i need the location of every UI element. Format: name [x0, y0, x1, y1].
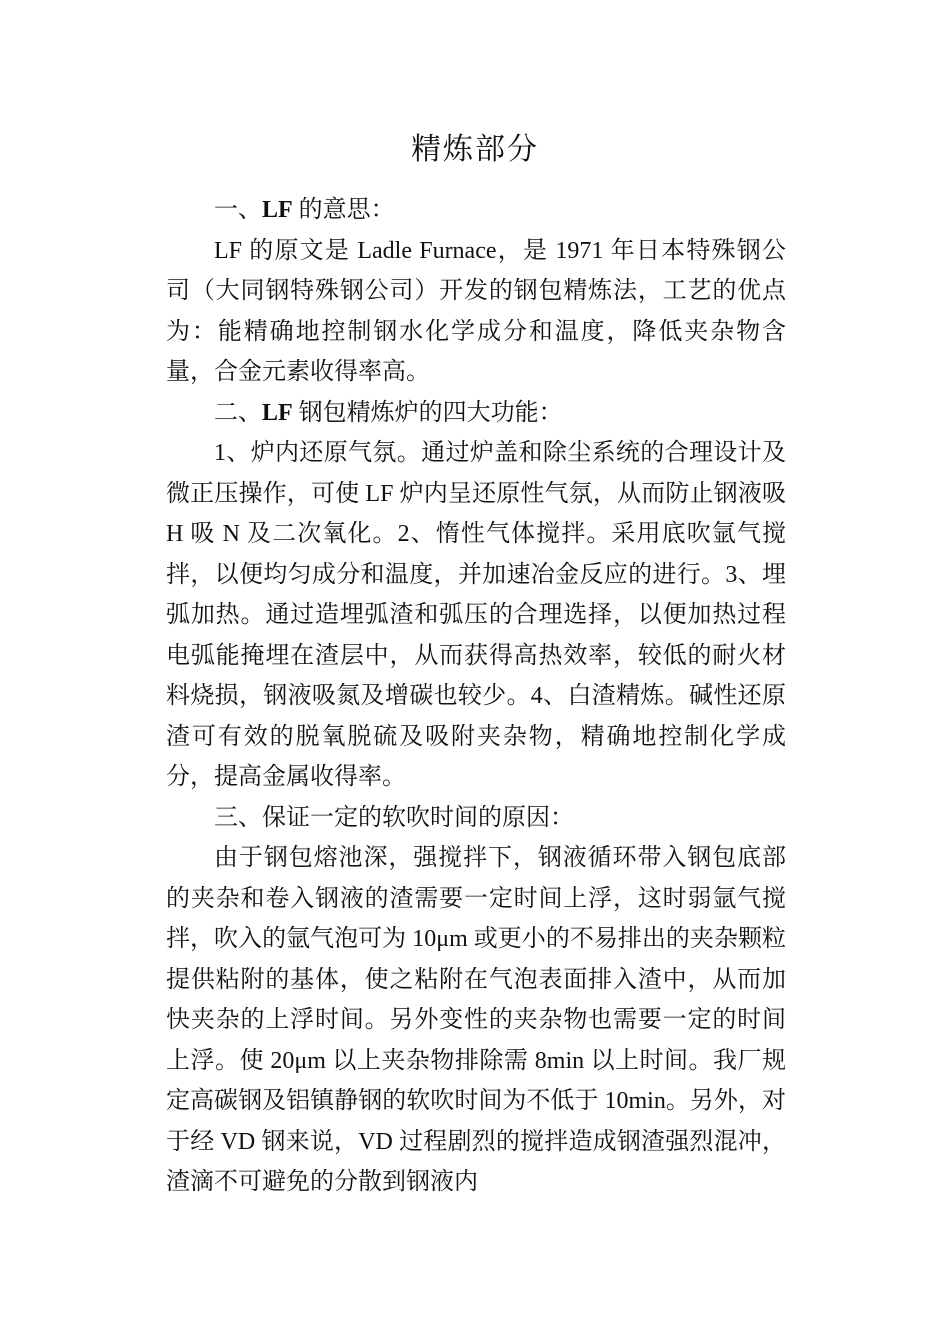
section-heading-1	[166, 190, 786, 231]
page-title: 精炼部分	[411, 133, 539, 166]
section-heading-2	[166, 393, 786, 434]
paragraph-soft-blow-reason: 由于钢包熔池深，强搅拌下，钢液循环带入钢包底部的夹杂和卷入钢液的渣需要一定时间上浮，这时弱氩气搅拌，吹入的氩气泡可为 10μm 或更小的不易排出的夹杂颗粒提供粘附的基体，使之粘附在气泡表面排入渣中，从而加快夹杂的上浮时间。另外变性的夹杂物也需要一定的时间上浮。使 20μm 以上夹杂物排除需 8min 以上时间。我厂规定高碳钢及铝镇静钢的软吹时间为不低于 10min。另外，对于经 VD 钢来说，VD 过程剧烈的搅拌造成钢渣强烈混冲，渣滴不可避免的分散到钢液内	[166, 845, 786, 1195]
section-heading-2-bold: LF	[262, 399, 293, 426]
section-heading-2-prefix: 二、	[214, 399, 262, 426]
paragraph-lf-meaning: LF 的原文是 Ladle Furnace，是 1971 年日本特殊钢公司（大同钢特殊钢公司）开发的钢包精炼法，工艺的优点为：能精确地控制钢水化学成分和温度，降低夹杂物含量，合金元素收得率高。	[166, 237, 786, 385]
paragraph-four-functions: 1、炉内还原气氛。通过炉盖和除尘系统的合理设计及微正压操作，可使 LF 炉内呈还原性气氛，从而防止钢液吸 H 吸 N 及二次氧化。2、惰性气体搅拌。采用底吹氩气搅拌，以便均匀成分和温度，并加速冶金反应的进行。3、埋弧加热。通过造埋弧渣和弧压的合理选择，以便加热过程电弧能掩埋在渣层中，从而获得高热效率，较低的耐火材料烧损，钢液吸氮及增碳也较少。4、白渣精炼。碱性还原渣可有效的脱氧脱硫及吸附夹杂物，精确地控制化学成分，提高金属收得率。	[166, 440, 786, 790]
section-heading-1-bold: LF	[262, 197, 293, 223]
section-heading-1-suffix: 的意思：	[292, 197, 395, 223]
section-heading-2-suffix: 钢包精炼炉的四大功能：	[292, 399, 563, 426]
section-heading-1-prefix: 一、	[214, 197, 262, 223]
document-body	[166, 190, 786, 1203]
section-heading-3: 三、保证一定的软吹时间的原因：	[214, 804, 574, 831]
